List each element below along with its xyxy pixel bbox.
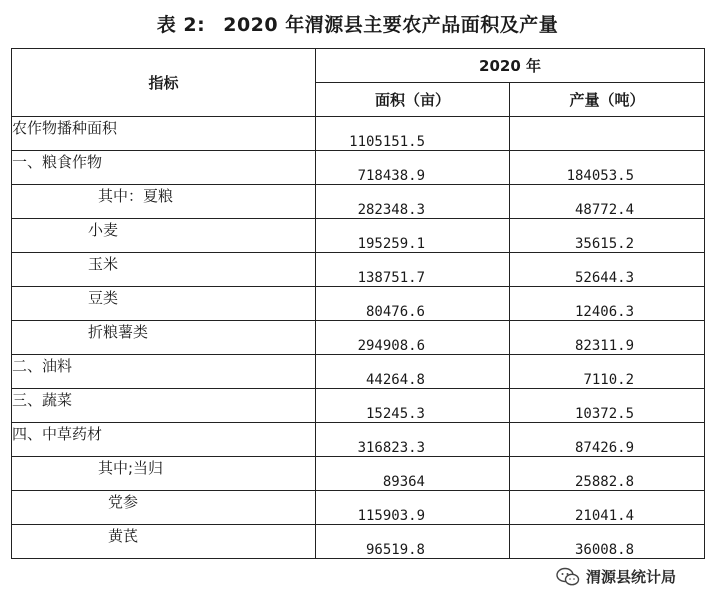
production-value: 82311.9 (510, 321, 705, 355)
area-value: 96519.8 (316, 525, 510, 559)
row-label: 小麦 (12, 219, 316, 253)
production-table (11, 48, 705, 559)
table-row (12, 151, 705, 185)
watermark-text: 渭源县统计局 (586, 568, 677, 586)
wechat-icon (556, 567, 580, 587)
table-row (12, 219, 705, 253)
production-value: 87426.9 (510, 423, 705, 457)
production-value: 48772.4 (510, 185, 705, 219)
table-row (12, 423, 705, 457)
row-label: 一、粮食作物 (12, 151, 316, 185)
production-value: 7110.2 (510, 355, 705, 389)
area-value: 282348.3 (316, 185, 510, 219)
table-row (12, 253, 705, 287)
area-value: 115903.9 (316, 491, 510, 525)
area-value: 89364 (316, 457, 510, 491)
row-label: 黄芪 (12, 525, 316, 559)
row-label: 玉米 (12, 253, 316, 287)
area-value: 15245.3 (316, 389, 510, 423)
row-label: 二、油料 (12, 355, 316, 389)
production-value: 35615.2 (510, 219, 705, 253)
table-row (12, 321, 705, 355)
page-title (0, 10, 715, 37)
production-value: 10372.5 (510, 389, 705, 423)
row-label: 三、蔬菜 (12, 389, 316, 423)
production-value: 52644.3 (510, 253, 705, 287)
table-row (12, 185, 705, 219)
title-text: 2020 年渭源县主要农产品面积及产量 (223, 14, 559, 36)
production-value: 25882.8 (510, 457, 705, 491)
row-label: 农作物播种面积 (12, 117, 316, 151)
production-value: 21041.4 (510, 491, 705, 525)
area-value: 294908.6 (316, 321, 510, 355)
row-label: 其中：夏粮 (12, 185, 316, 219)
row-label: 折粮薯类 (12, 321, 316, 355)
production-value: 12406.3 (510, 287, 705, 321)
year-header: 2020 年 (316, 49, 705, 83)
table-row (12, 117, 705, 151)
production-value (510, 117, 705, 151)
table-row (12, 389, 705, 423)
area-value: 80476.6 (316, 287, 510, 321)
table-row (12, 287, 705, 321)
row-label: 其中;当归 (12, 457, 316, 491)
production-value: 36008.8 (510, 525, 705, 559)
table-row (12, 457, 705, 491)
area-header: 面积（亩） (316, 83, 510, 117)
source-watermark (556, 566, 676, 587)
table-row (12, 355, 705, 389)
production-header: 产量（吨） (510, 83, 705, 117)
area-value: 1105151.5 (316, 117, 510, 151)
indicator-header: 指标 (12, 49, 316, 117)
production-value: 184053.5 (510, 151, 705, 185)
area-value: 195259.1 (316, 219, 510, 253)
area-value: 718438.9 (316, 151, 510, 185)
row-label: 四、中草药材 (12, 423, 316, 457)
row-label: 豆类 (12, 287, 316, 321)
title-prefix: 表 2: (156, 14, 206, 36)
table-row (12, 491, 705, 525)
area-value: 44264.8 (316, 355, 510, 389)
row-label: 党参 (12, 491, 316, 525)
area-value: 316823.3 (316, 423, 510, 457)
table-row (12, 525, 705, 559)
area-value: 138751.7 (316, 253, 510, 287)
